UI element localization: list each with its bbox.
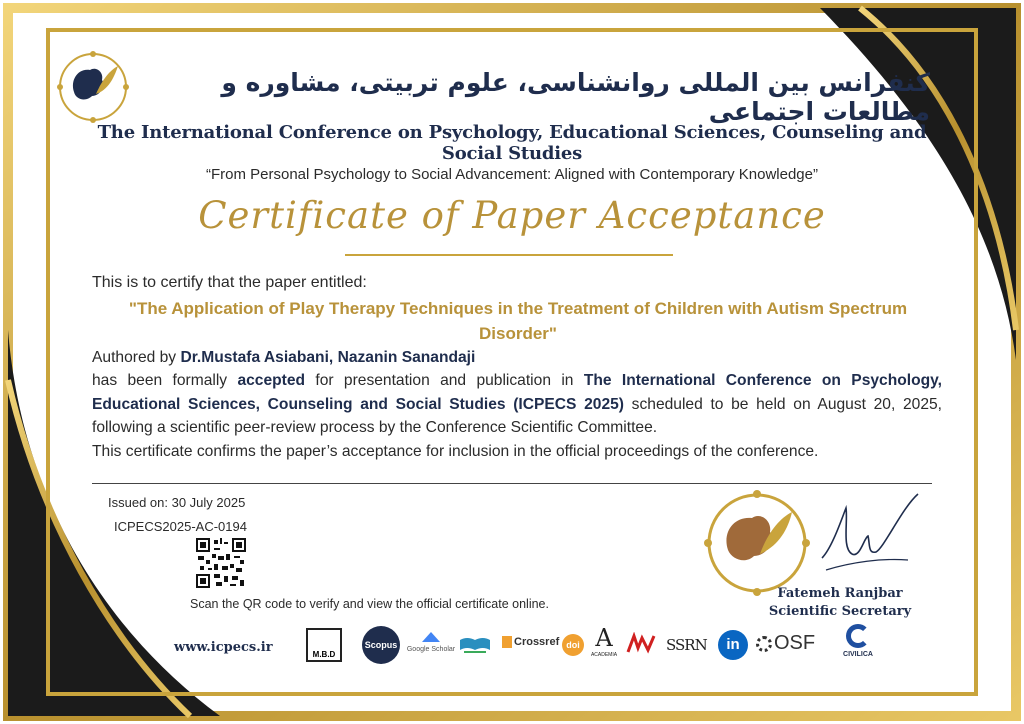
- conference-seal-icon: [702, 488, 812, 598]
- paper-title: "The Application of Play Therapy Techniques in the Treatment of Children with Autism Spectrum Disorder": [128, 299, 908, 343]
- conference-logo-icon: [56, 50, 130, 124]
- issued-date: Issued on: 30 July 2025: [108, 495, 246, 510]
- accept-post: scheduled to be held on August 20, 2025, following a scientific peer-review process by the Conference Scientific Committee.: [92, 395, 942, 437]
- linkedin-text: in: [726, 636, 740, 653]
- civilica-text: CIVILICA: [843, 651, 873, 658]
- english-conference-title: The International Conference on Psychology, Educational Sciences, Counseling and Social Studies: [97, 122, 927, 164]
- doi-logo-text: doi: [566, 640, 580, 650]
- certificate-statement: [92, 346, 942, 463]
- graduation-cap-icon: [422, 632, 440, 642]
- red-publisher-logo-icon: [626, 632, 656, 656]
- certificate-id: ICPECS2025-AC-0194: [114, 519, 247, 534]
- scopus-logo: [362, 626, 400, 664]
- open-book-logo-icon: [458, 634, 492, 656]
- osf-flower-icon: [756, 636, 772, 652]
- mbd-logo: [306, 628, 342, 662]
- conference-full-name: The International Conference on Psychology, Educational Sciences, Counseling and Social Studies (ICPECS 2025): [92, 372, 942, 413]
- conference-slogan: “From Personal Psychology to Social Advancement: Aligned with Contemporary Knowledge”: [206, 166, 818, 183]
- indexing-partner-logos: [306, 624, 896, 670]
- author-names: Dr.Mustafa Asiabani, Nazanin Sanandaji: [180, 349, 476, 366]
- accepted-word: accepted: [237, 372, 306, 390]
- authored-prefix: Authored by: [92, 349, 181, 366]
- civilica-c-icon: [846, 624, 870, 648]
- closing-statement: This certificate confirms the paper’s acceptance for inclusion in the official proceedings of the conference.: [92, 442, 819, 460]
- conference-website-link[interactable]: www.icpecs.ir: [174, 640, 273, 655]
- crossref-mark-icon: [502, 636, 512, 648]
- signatory-role: Scientific Secretary: [768, 604, 912, 619]
- google-scholar-text: Google Scholar: [406, 646, 456, 653]
- certificate-title: Certificate of Paper Acceptance: [198, 194, 826, 237]
- accept-pre: has been formally: [92, 372, 238, 390]
- crossref-logo: [502, 636, 559, 656]
- certificate-body: [70, 40, 954, 690]
- title-underline: [345, 254, 673, 256]
- google-scholar-logo: [406, 632, 456, 653]
- civilica-logo: [836, 624, 880, 658]
- qr-scan-note: Scan the QR code to verify and view the official certificate online.: [190, 597, 549, 611]
- osf-text: OSF: [774, 632, 816, 654]
- osf-logo: [756, 632, 815, 655]
- crossref-text: Crossref: [514, 636, 560, 648]
- qr-code-icon[interactable]: [196, 538, 246, 588]
- doi-logo: [562, 634, 584, 656]
- mbd-logo-text: M.B.D: [312, 650, 336, 659]
- signatory-name: Fatemeh Ranjbar: [777, 586, 903, 601]
- handwritten-signature-icon: [812, 488, 922, 578]
- academia-text: ACADEMIA: [590, 652, 618, 658]
- linkedin-logo: [718, 630, 748, 660]
- footer-divider: [92, 483, 932, 484]
- ssrn-text: SSRN: [666, 636, 707, 654]
- accept-mid: for presentation and publication in: [305, 372, 584, 390]
- academia-logo: [590, 624, 618, 658]
- certify-intro: This is to certify that the paper entitled:: [92, 274, 367, 291]
- ssrn-logo: [666, 636, 707, 654]
- academia-letter: A: [595, 624, 613, 652]
- scopus-logo-text: Scopus: [364, 640, 398, 650]
- persian-conference-title: کنفرانس بین المللی روانشناسی، علوم تربیتی، مشاوره و مطالعات اجتماعی: [221, 68, 930, 126]
